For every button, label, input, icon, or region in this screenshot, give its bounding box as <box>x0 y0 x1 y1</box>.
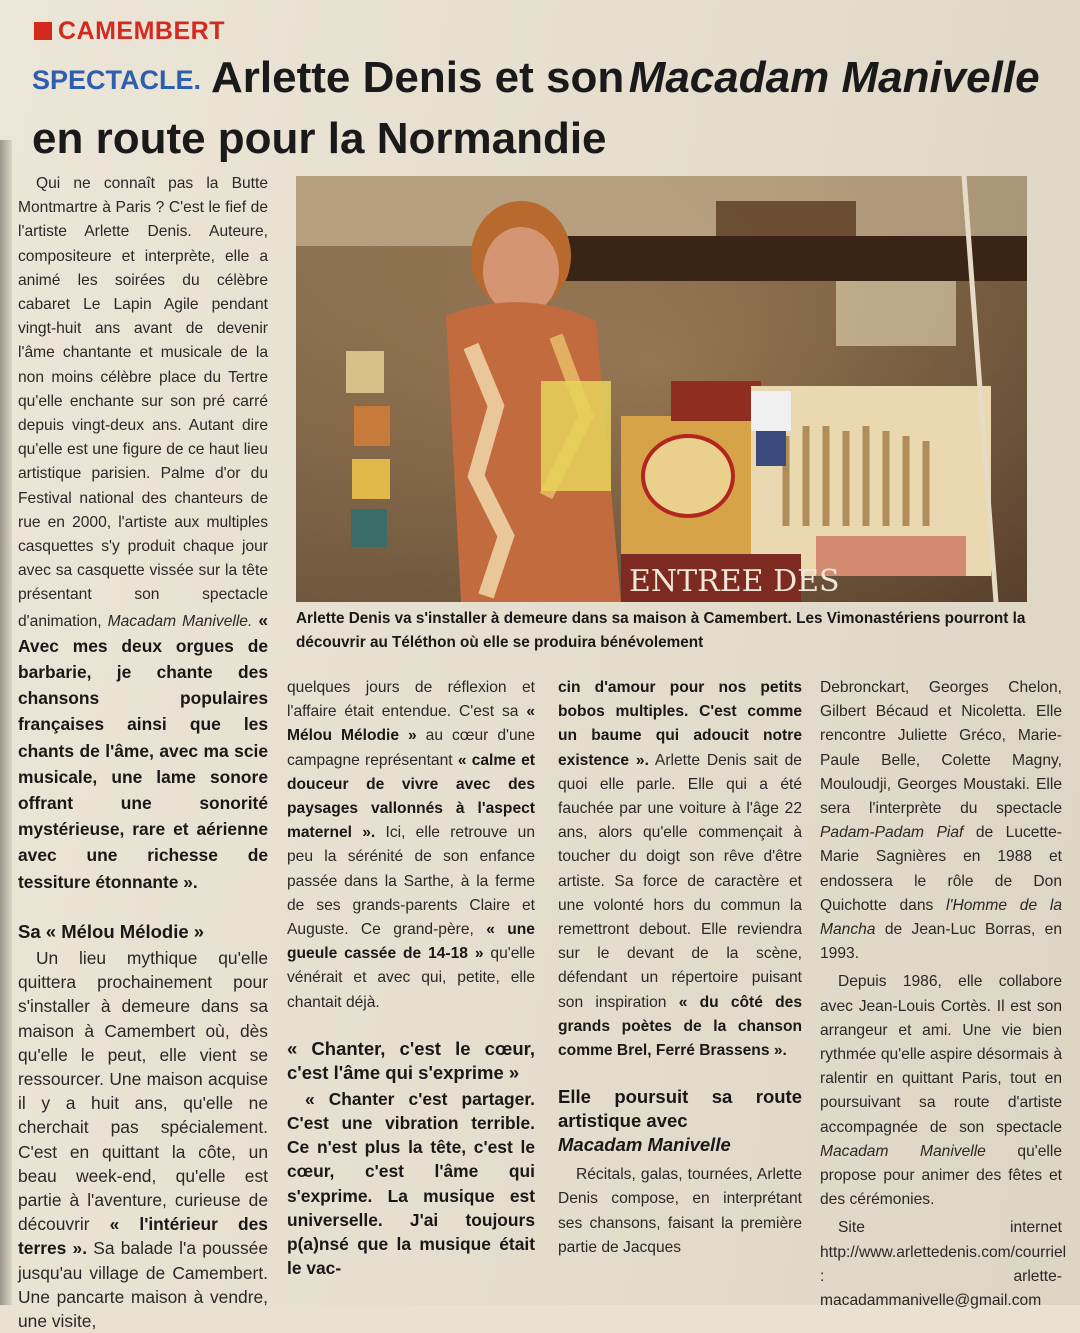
col1-p1-text: Qui ne connaît pas la Butte Montmartre à Paris ? C'est le fief de l'artiste Arlette Denis. Auteure, compositeure et interprète, elle a animé les soirées du célèbre cabaret Le Lapin Agile pendant vingt-huit ans avant de devenir l'âme chantante et musicale de la non moins célèbre place du Tertre qu'elle enchante sur son pré carré depuis vingt-deux ans. Autant dire qu'elle est une figure de ce haut lieu artistique parisien. Palme d'or du Festival national des chanteurs de rue en 2000, l'artiste aux multiples casquettes s'y produit chaque jour avec sa casquette vissée sur la tête présentant son spectacle d'animation, <box>18 175 268 630</box>
headline-kicker: SPECTACLE. <box>32 65 202 95</box>
col4-paragraph-2 <box>820 970 1062 1212</box>
col4-p1-text: Debronckart, Georges Chelon, Gilbert Bécaud et Nicoletta. Elle rencontre Juliette Gréco, Marie-Paule Belle, Colette Magny, Mouloudji, Georges Moustaki. Elle sera l'interprète du spectacle <box>820 679 1062 818</box>
col1-paragraph-2 <box>18 946 268 1333</box>
col2-p1-end-2: qu'elle vénérait et avec qui, petite, elle chantait déjà. <box>287 945 535 1011</box>
col1-p2-quote: « l'intérieur des terres ». <box>18 1214 268 1259</box>
col2-p1-quote-1: « Mélou Mélodie » <box>287 703 535 745</box>
col3-subheading <box>558 1085 802 1157</box>
col4-website[interactable]: Site internet http://www.arlettedenis.com/courriel : arlette-macadammanivelle@gmail.com <box>820 1219 1067 1310</box>
photo-illustration <box>296 176 1027 602</box>
column-1 <box>18 172 268 1333</box>
col4-p1-text-b: de Lucette-Marie Sagnières en 1988 et endossera le rôle de Don Quichotte dans <box>820 824 1062 914</box>
col1-p2-end: Sa balade l'a poussée jusqu'au village de Camembert. Une pancarte maison à vendre, une visite, <box>18 1238 268 1331</box>
col2-p1-text-b: au cœur d'une campagne représentant <box>287 727 535 769</box>
col4-p2-italic: Macadam Manivelle <box>820 1142 986 1160</box>
sign-text: ENTREE DES <box>629 564 840 599</box>
headline-italic: Macadam Manivelle <box>628 53 1040 102</box>
col2-paragraph-1 <box>287 676 535 1015</box>
col2-p1-quote-3: « une gueule cassée de 14-18 » <box>287 921 535 963</box>
col4-paragraph-1 <box>820 676 1062 966</box>
col3-p1-quote-2: « du côté des grands poètes de la chanson comme Brel, Ferré Brassens ». <box>558 993 803 1060</box>
page-fold-shadow <box>0 140 12 1305</box>
col3-paragraph-1 <box>558 676 802 1063</box>
headline-part3: en route pour la Normandie <box>32 114 607 163</box>
col1-paragraph-1 <box>18 172 268 896</box>
rubric-square-icon <box>34 22 52 40</box>
col1-p1-italic: Macadam Manivelle. <box>107 612 253 630</box>
col2-p1-text: quelques jours de réflexion et l'affaire était entendue. C'est sa <box>287 679 535 721</box>
rubric-label: CAMEMBERT <box>58 16 225 45</box>
col1-p2-text: Un lieu mythique qu'elle quittera prochainement pour s'installer à demeure dans sa maison à Camembert où, dès qu'elle le peut, elle vient se ressourcer. Une maison acquise il y a huit ans, qu'elle ne cherchait pas spécialement. C'est en quittant la côte, un beau week-end, qu'elle est partie à l'aventure, curieuse de découvrir <box>18 947 268 1235</box>
col4-p1-italic: Padam-Padam Piaf <box>820 824 964 842</box>
col2-subheading: « Chanter, c'est le cœur, c'est l'âme qui s'exprime » <box>287 1037 535 1083</box>
col2-p1-end: Ici, elle retrouve un peu la sérénité de son enfance passée dans la Sarthe, à la ferme de ses grands-parents Claire et Auguste. Ce grand-père, <box>287 824 536 939</box>
col4-p1-italic-2: l'Homme de la Mancha <box>820 896 1062 939</box>
col1-p1-quote: « Avec mes deux orgues de barbarie, je chante des chansons populaires françaises ainsi que les chants de l'âme, avec ma scie musicale, une lame sonore offrant une sonorité mystérieuse, rare et aérienne avec une richesse de tessiture étonnante ». <box>18 609 268 892</box>
col1-subheading: Sa « Mélou Mélodie » <box>18 920 205 942</box>
column-2 <box>287 676 535 1280</box>
col2-p1-quote-2: « calme et douceur de vivre avec des paysages vallonnés à l'aspect maternel ». <box>287 751 535 842</box>
col4-p2-text: Depuis 1986, elle collabore avec Jean-Louis Cortès. Il est son arrangeur et ami. Une vie bien rythmée qu'elle aspire désormais à ralentir en quittant Paris, tout en poursuivant sa route d'artiste accompagnée de son spectacle <box>820 973 1062 1136</box>
article-headline <box>32 52 1052 174</box>
col3-subheading-italic: Macadam Manivelle <box>558 1134 731 1156</box>
col3-subheading-text: Elle poursuit sa route artistique avec <box>558 1086 802 1132</box>
column-4 <box>820 676 1067 1313</box>
photo-caption: Arlette Denis va s'installer à demeure dans sa maison à Camembert. Les Vimonastériens pourront la découvrir au Téléthon où elle se produira bénévolement <box>296 610 1026 651</box>
column-3 <box>558 676 802 1260</box>
col4-p1-end: de Jean-Luc Borras, en 1993. <box>820 921 1062 963</box>
article-photo <box>296 176 1027 602</box>
col2-paragraph-2: « Chanter c'est partager. C'est une vibration terrible. Ce n'est plus la tête, c'est le cœur, c'est l'âme qui s'exprime. La musique est universelle. J'ai toujours p(a)nsé que la musique était le vac- <box>287 1088 535 1279</box>
col3-p1-quote: cin d'amour pour nos petits bobos multiples. C'est comme un baume qui adoucit notre existence ». <box>558 679 802 769</box>
col3-p1-text: Arlette Denis sait de quoi elle parle. Elle qui a été fauchée par une voiture à l'âge 22 ans, alors qu'elle commençait à toucher du doigt son rêve d'être artiste. Sa force de caractère et une volonté hors du commun la remettront debout. Elle reviendra sur le devant de la scène, défendant un répertoire puisant son inspiration <box>558 751 802 1011</box>
section-rubric <box>34 14 225 48</box>
col4-p2-end: qu'elle propose pour animer des fêtes et des cérémonies. <box>820 1142 1062 1209</box>
headline-part1: Arlette Denis et son <box>211 53 625 102</box>
col3-paragraph-2: Récitals, galas, tournées, Arlette Denis compose, en interprétant ses chansons, faisant la première partie de Jacques <box>558 1166 802 1256</box>
